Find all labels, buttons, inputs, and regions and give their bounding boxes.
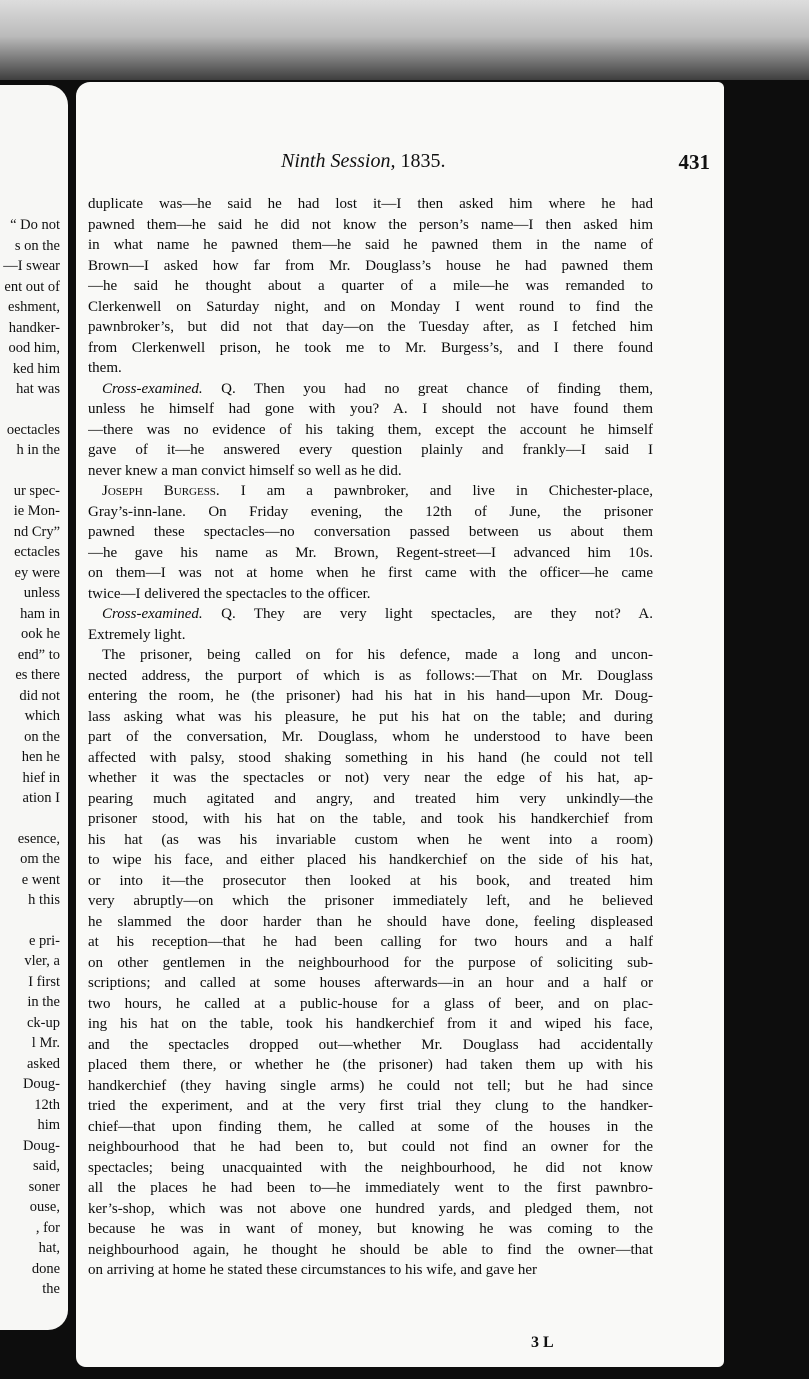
text-line: lass asking what was his pleasure, he put his hat on the table; and during: [88, 708, 653, 725]
previous-page-fragment: ectacles: [14, 544, 60, 560]
previous-page-fragment: [0, 911, 60, 931]
text-line: and the spectacles dropped out—whether Mr. Douglass had accidentally: [88, 1036, 653, 1053]
text-line: pawned them—he said he did not know the person’s name—I then asked him: [88, 216, 653, 233]
previous-page-edge: [0, 85, 68, 1330]
previous-page-fragment: ook he: [20, 626, 60, 642]
previous-page-fragment: which: [24, 708, 60, 724]
text-line: neighbourhood that he had been to, but could not find an owner for the: [88, 1139, 653, 1155]
book-page: [76, 82, 724, 1367]
cross-examined-label: Cross-examined.: [102, 606, 203, 622]
text-line: in what name he pawned them—he said he pawned them in the name of: [88, 237, 653, 253]
previous-page-fragment: ie Mon-: [13, 503, 60, 519]
session-title: [281, 150, 445, 173]
previous-page-fragment: hat was: [16, 381, 60, 397]
line-text: Q. Then you had no great chance of finding them,: [221, 380, 653, 397]
text-line: never knew a man convict himself so well as he did.: [88, 462, 402, 479]
line-text: Q. They are very light spectacles, are they not? A.: [221, 606, 653, 622]
previous-page-fragment: vler, a: [24, 953, 60, 969]
text-line: part of the conversation, Mr. Douglass, whom he understood to have been: [88, 729, 653, 745]
witness-name: Joseph Burgess.: [102, 483, 220, 499]
text-line: duplicate was—he said he had lost it—I then asked him where he had: [88, 196, 653, 212]
paragraph-joseph-burgess: [88, 481, 653, 604]
text-line: because he was in want of money, but knowing he was coming to the: [88, 1221, 653, 1237]
previous-page-fragment: nd Cry”: [13, 523, 60, 540]
session-name: Ninth Session,: [281, 150, 396, 172]
previous-page-fragment: [0, 809, 60, 829]
text-line: ker’s-shop, which was not above one hundred yards, and pledged them, not: [88, 1200, 653, 1217]
scan-top-border: [0, 0, 809, 90]
previous-page-fragment: esence,: [17, 830, 60, 847]
previous-page-fragment: “ Do not: [10, 217, 60, 233]
text-line: —there was no evidence of his taking them, except the account he himself: [88, 421, 653, 438]
text-line: —he said he thought about a quarter of a mile—he was remanded to: [88, 278, 653, 294]
previous-page-fragment: hief in: [22, 769, 60, 786]
text-line: The prisoner, being called on for his defence, made a long and uncon-: [102, 647, 653, 663]
text-line: placed them there, or whether he (the prisoner) had taken them up with his: [88, 1057, 653, 1073]
previous-page-fragment: ation I: [22, 790, 60, 806]
text-line: affected with palsy, stood shaking something in his hand (he could not tell: [88, 749, 653, 766]
text-line: very abruptly—on which the prisoner immediately left, and he believed: [88, 893, 653, 909]
previous-page-fragment: s on the: [14, 237, 60, 254]
paragraph-prisoner-defence: [88, 645, 653, 1281]
paragraph-cross-examination-2: [88, 604, 653, 645]
text-line: he slammed the door harder than he should have done, feeling displeased: [88, 913, 653, 930]
previous-page-fragment: done: [31, 1260, 60, 1277]
running-head: [76, 150, 724, 178]
text-line: at his reception—that he had been calling for two hours and a half: [88, 934, 653, 950]
text-line: gave of it—he answered every question plainly and frankly—I said I: [88, 442, 653, 458]
text-line: entering the room, he (the prisoner) had his hat in his hand—upon Mr. Doug-: [88, 688, 653, 704]
previous-page-fragment: Doug-: [22, 1137, 60, 1154]
text-line: or into it—the prosecutor then looked at his book, and treated him: [88, 872, 653, 889]
text-line: unless he himself had gone with you? A. I should not have found them: [88, 401, 653, 417]
text-line: to wipe his face, and either placed his handkerchief on the side of his hat,: [88, 852, 653, 868]
previous-page-fragment: end” to: [17, 646, 60, 663]
text-line: —he gave his name as Mr. Brown, Regent-street—I advanced him 10s.: [88, 544, 653, 561]
previous-page-fragment: handker-: [8, 319, 60, 336]
previous-page-fragment: es there: [15, 667, 60, 683]
text-line: [88, 604, 653, 625]
previous-page-fragment: om the: [20, 851, 60, 867]
previous-page-fragment: Doug-: [22, 1076, 60, 1092]
previous-page-fragment: asked: [26, 1055, 60, 1072]
text-line: [88, 379, 653, 400]
previous-page-fragment: ey were: [14, 564, 60, 581]
previous-page-fragment: said,: [33, 1158, 60, 1174]
previous-page-fragment: , for: [35, 1219, 60, 1236]
signature-mark: 3 L: [531, 1334, 554, 1351]
previous-page-fragment: —I swear: [3, 258, 60, 274]
text-line: prisoner stood, with his hat on the table, and took his handkerchief from: [88, 811, 653, 827]
text-line: Brown—I asked how far from Mr. Douglass’s house he had pawned them: [88, 257, 653, 274]
previous-page-text-fragments: [0, 215, 60, 1300]
previous-page-fragment: ent out of: [4, 278, 60, 295]
text-line: handkerchief (they having single arms) he could not tell; but he had since: [88, 1077, 653, 1094]
previous-page-fragment: ked him: [12, 360, 60, 377]
previous-page-fragment: [0, 400, 60, 420]
text-line: Clerkenwell on Saturday night, and on Monday I went round to find the: [88, 298, 653, 315]
previous-page-fragment: e pri-: [29, 932, 60, 949]
text-line: two hours, he called at a public-house for a glass of beer, and on plac-: [88, 995, 653, 1012]
text-line: them.: [88, 360, 122, 376]
page-number: 431: [678, 150, 710, 174]
text-line: his hat (as was his invariable custom when he went into a room): [88, 831, 653, 848]
line-text: I am a pawnbroker, and live in Chichester-place,: [240, 483, 653, 499]
cross-examined-label: Cross-examined.: [102, 380, 203, 397]
previous-page-fragment: him: [37, 1117, 60, 1133]
text-line: chief—that upon finding them, he called at some of the houses in the: [88, 1118, 653, 1135]
text-line: from Clerkenwell prison, he took me to Mr. Burgess’s, and I there found: [88, 339, 653, 356]
previous-page-fragment: ham in: [20, 605, 60, 622]
text-line: Extremely light.: [88, 626, 186, 643]
previous-page-fragment: unless: [23, 585, 60, 601]
previous-page-fragment: h this: [28, 892, 60, 908]
previous-page-fragment: hen he: [21, 749, 60, 765]
previous-page-fragment: in the: [27, 994, 60, 1010]
previous-page-fragment: ur spec-: [13, 482, 60, 499]
previous-page-fragment: oectacles: [6, 421, 60, 438]
previous-page-fragment: ouse,: [29, 1199, 60, 1215]
text-line: [88, 481, 653, 502]
previous-page-fragment: [0, 461, 60, 481]
previous-page-fragment: did not: [19, 687, 60, 704]
paragraph-testimony-end: [88, 194, 653, 379]
text-line: all the places he had been to—he immediately went to the first pawnbro-: [88, 1180, 653, 1196]
previous-page-fragment: 12th: [34, 1096, 60, 1113]
text-line: nected address, the purport of which is as follows:—That on Mr. Douglass: [88, 667, 653, 684]
previous-page-fragment: eshment,: [8, 299, 60, 315]
text-line: pawnbroker’s, but did not that day—on the Tuesday after, as I fetched him: [88, 319, 653, 335]
text-line: pawned these spectacles—no conversation passed between us about them: [88, 524, 653, 540]
text-line: on other gentlemen in the neighbourhood for the purpose of soliciting sub-: [88, 954, 653, 971]
previous-page-fragment: soner: [28, 1178, 60, 1195]
text-line: scriptions; and called at some houses afterwards—in an hour and a half or: [88, 975, 653, 991]
text-line: spectacles; being unacquainted with the neighbourhood, he did not know: [88, 1159, 653, 1176]
text-line: neighbourhood again, he thought he should be able to find the owner—that: [88, 1241, 653, 1258]
page-body-text: [88, 194, 653, 1281]
text-line: twice—I delivered the spectacles to the officer.: [88, 585, 371, 602]
previous-page-fragment: ck-up: [26, 1014, 60, 1031]
text-line: pearing much agitated and angry, and treated him very unkindly—the: [88, 790, 653, 807]
text-line: ing his hat on the table, took his handkerchief from it and wiped his face,: [88, 1016, 653, 1032]
text-line: on arriving at home he stated these circumstances to his wife, and gave her: [88, 1262, 538, 1278]
previous-page-fragment: I first: [28, 973, 60, 990]
paragraph-cross-examination-1: [88, 379, 653, 482]
previous-page-fragment: l Mr.: [31, 1035, 60, 1051]
session-year: 1835.: [400, 150, 446, 172]
text-line: tried the experiment, and at the very first trial they clung to the handker-: [88, 1098, 653, 1114]
text-line: Gray’s-inn-lane. On Friday evening, the 12th of June, the prisoner: [88, 503, 653, 520]
previous-page-fragment: on the: [24, 728, 60, 745]
previous-page-fragment: hat,: [38, 1240, 60, 1256]
previous-page-fragment: the: [42, 1281, 60, 1297]
previous-page-fragment: ood him,: [8, 340, 60, 356]
previous-page-fragment: e went: [21, 871, 60, 888]
text-line: on them—I was not at home when he first came with the officer—he came: [88, 565, 653, 581]
previous-page-fragment: h in the: [16, 442, 60, 458]
text-line: whether it was the spectacles or not) very near the edge of his hat, ap-: [88, 770, 653, 786]
